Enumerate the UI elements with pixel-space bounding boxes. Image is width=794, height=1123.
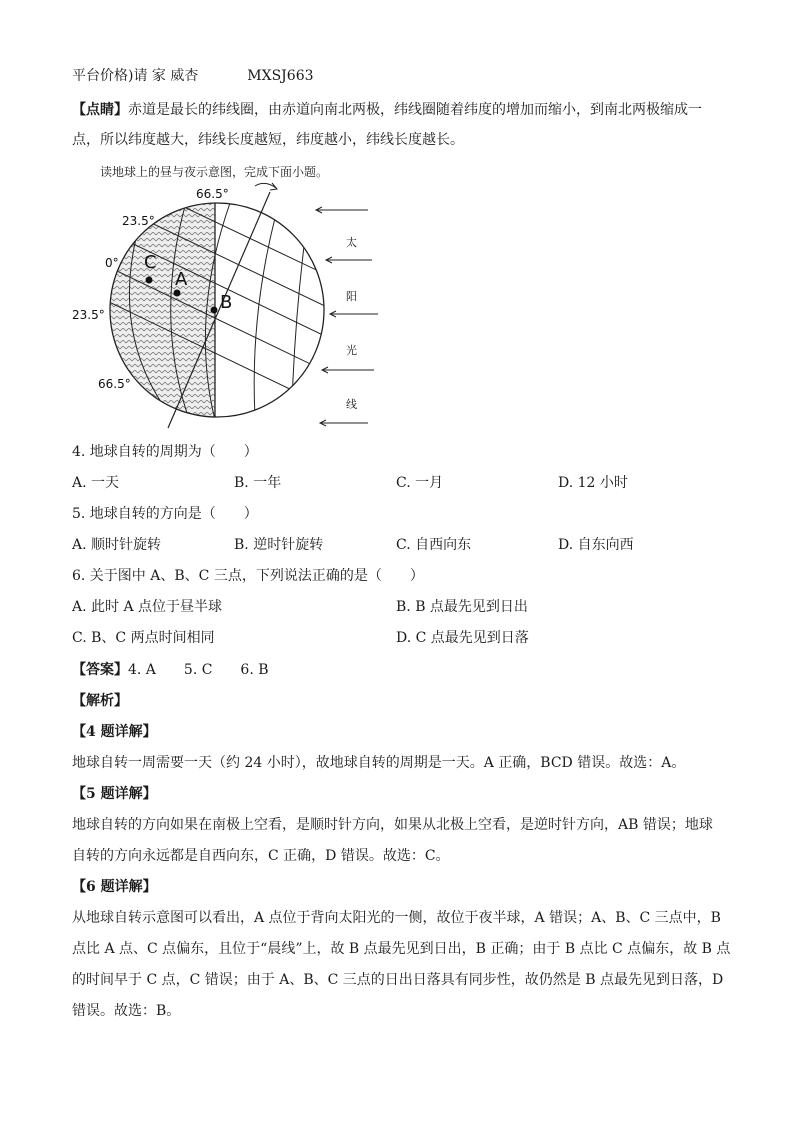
q5-option-d[interactable]: D. 自东向西 <box>558 537 634 553</box>
detail-6-text-1: 从地球自转示意图可以看出，A 点位于背向太阳光的一侧，故位于夜半球，A 错误；A、B、C 三点中，B <box>72 910 721 926</box>
dianjing-tag: 【点睛】 <box>72 102 128 118</box>
question-6-stem: 6. 关于图中 A、B、C 三点，下列说法正确的是（ ） <box>72 568 424 584</box>
lat-label-23s: 23.5° <box>72 308 105 322</box>
lat-label-66s: 66.5° <box>98 377 131 391</box>
q5-option-c[interactable]: C. 自西向东 <box>396 537 472 553</box>
lat-label-23n: 23.5° <box>122 214 155 228</box>
lat-label-equator: 0° <box>105 256 119 270</box>
detail-4-text: 地球自转一周需要一天（约 24 小时），故地球自转的周期是一天。A 正确，BCD 错误。故选：A。 <box>72 755 686 771</box>
q4-option-c[interactable]: C. 一月 <box>396 475 444 491</box>
q4-option-a[interactable]: A. 一天 <box>72 475 120 491</box>
lat-label-66n: 66.5° <box>196 187 229 201</box>
day-night-diagram <box>60 178 400 430</box>
q6-option-b[interactable]: B. B 点最先见到日出 <box>396 599 528 615</box>
point-a-label: A <box>175 269 188 290</box>
answer-tag: 【答案】 <box>72 662 128 678</box>
sunlight-char-3: 光 <box>346 344 357 357</box>
answer-line <box>72 660 269 680</box>
point-b-label: B <box>220 292 233 313</box>
figure-caption: 读地球上的昼与夜示意图，完成下面小题。 <box>100 165 329 179</box>
dianjing-text-1: 赤道是最长的纬线圈，由赤道向南北两极，纬线圈随着纬度的增加而缩小，到南北两极缩成一 <box>128 102 702 118</box>
dianjing-line-1 <box>72 100 702 120</box>
q5-option-b[interactable]: B. 逆时针旋转 <box>234 537 324 553</box>
q6-option-c[interactable]: C. B、C 两点时间相同 <box>72 630 215 646</box>
meridian-line <box>292 238 305 403</box>
point-a-dot <box>174 290 181 297</box>
point-c-dot <box>146 277 153 284</box>
question-5-stem: 5. 地球自转的方向是（ ） <box>72 506 258 522</box>
meridian-line <box>254 218 275 416</box>
detail-6-text-2: 点比 A 点、C 点偏东，且位于“晨线”上，故 B 点最先见到日出，B 正确；由于 B 点比 C 点偏东，故 B 点 <box>72 941 731 957</box>
dianjing-line-2: 点，所以纬度越大，纬线长度越短，纬度越小，纬线长度越长。 <box>72 132 464 148</box>
q6-option-a[interactable]: A. 此时 A 点位于昼半球 <box>72 599 223 615</box>
detail-5-tag: 【5 题详解】 <box>72 786 157 802</box>
question-4-stem: 4. 地球自转的周期为（ ） <box>72 444 258 460</box>
detail-6-text-4: 错误。故选：B。 <box>72 1003 181 1019</box>
sunlight-char-2: 阳 <box>346 290 357 303</box>
q5-option-a[interactable]: A. 顺时针旋转 <box>72 537 162 553</box>
header-code: MXSJ663 <box>247 68 314 84</box>
point-b-dot <box>211 307 218 314</box>
header-line <box>72 66 314 86</box>
analysis-tag: 【解析】 <box>72 693 128 709</box>
sunlight-char-1: 太 <box>346 236 357 249</box>
sunlight-char-4: 线 <box>346 398 357 411</box>
header-text: 平台价格)请 家 威杏 <box>72 68 199 84</box>
q6-option-d[interactable]: D. C 点最先见到日落 <box>396 630 529 646</box>
detail-6-tag: 【6 题详解】 <box>72 879 157 895</box>
detail-6-text-3: 的时间早于 C 点，C 错误；由于 A、B、C 三点的日出日落具有同步性，故仍然是 B 点最先见到日落，D <box>72 972 724 988</box>
detail-4-tag: 【4 题详解】 <box>72 724 157 740</box>
detail-5-text-2: 自转的方向永远都是自西向东，C 正确，D 错误。故选：C。 <box>72 848 450 864</box>
detail-5-text-1: 地球自转的方向如果在南极上空看，是顺时针方向，如果从北极上空看，是逆时针方向，AB 错误；地球 <box>72 817 713 833</box>
q4-option-d[interactable]: D. 12 小时 <box>558 475 628 491</box>
point-c-label: C <box>144 252 157 273</box>
q4-option-b[interactable]: B. 一年 <box>234 475 282 491</box>
answer-values: 4. A 5. C 6. B <box>128 662 269 678</box>
